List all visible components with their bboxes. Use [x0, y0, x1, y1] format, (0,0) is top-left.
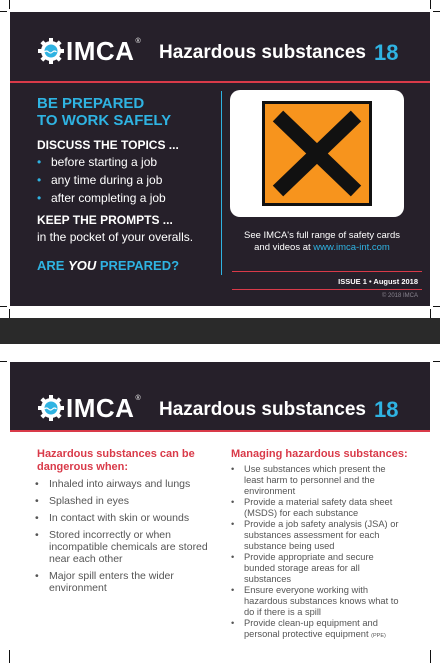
gear-wave-logo-icon — [38, 38, 64, 64]
headline-line-1: BE PREPARED — [37, 95, 145, 112]
discuss-label: DISCUSS THE TOPICS ... — [37, 138, 179, 152]
crop-mark — [9, 650, 10, 663]
crop-mark — [9, 309, 10, 318]
card-number: 18 — [374, 40, 399, 65]
registered-mark: ® — [135, 38, 141, 45]
card-number: 18 — [374, 397, 399, 422]
list-item: • Provide appropriate and secure bunded storage areas for all substances — [231, 552, 374, 584]
list-item: • Stored incorrectly or when incompatible chemicals are stored near each other — [35, 529, 208, 565]
crop-mark — [430, 650, 431, 663]
list-item: • Ensure everyone working with hazardous substances knows what to do if there is a spill — [231, 585, 399, 617]
are-you-prepared: ARE YOU PREPARED? — [37, 258, 180, 273]
imca-logo — [38, 38, 141, 64]
list-item: • after completing a job — [37, 191, 166, 205]
hazard-symbol-panel — [230, 90, 404, 217]
card-title: Hazardous substances — [159, 42, 366, 63]
headline-line-2: TO WORK SAFELY — [37, 112, 172, 129]
list-item: • Provide clean-up equipment and personal protective equipment (PPE) — [231, 618, 386, 639]
issue-label: ISSUE 1 • August 2018 — [338, 277, 418, 286]
list-item: • Provide a material safety data sheet (MSDS) for each substance — [231, 497, 393, 518]
right-column-title: Managing hazardous substances: — [231, 448, 408, 460]
crop-mark — [9, 0, 10, 9]
crop-mark — [433, 306, 440, 307]
danger-list — [35, 478, 210, 599]
crop-mark — [430, 309, 431, 318]
website-link[interactable]: www.imca-int.com — [313, 242, 390, 253]
header-divider — [10, 430, 430, 432]
footer-divider — [232, 289, 422, 290]
crop-mark — [433, 11, 440, 12]
header-divider — [10, 81, 430, 83]
separator-band — [0, 318, 440, 344]
crop-mark — [430, 0, 431, 9]
left-column-title: Hazardous substances can be dangerous when: — [37, 448, 195, 473]
logo-wordmark: IMCA — [66, 393, 135, 423]
crop-mark — [433, 361, 440, 362]
registered-mark: ® — [135, 395, 141, 402]
gear-wave-logo-icon — [38, 395, 64, 421]
list-item: • Provide a job safety analysis (JSA) or substances assessment for each substance being used — [231, 519, 399, 551]
list-item: • Inhaled into airways and lungs — [35, 478, 191, 490]
card-title: Hazardous substances — [159, 399, 366, 420]
vertical-divider — [221, 91, 222, 275]
see-more-text: See IMCA's full range of safety cards and videos at www.imca-int.com — [244, 230, 400, 253]
crop-mark — [0, 361, 7, 362]
keep-label: KEEP THE PROMPTS ... — [37, 213, 173, 227]
management-list — [231, 464, 403, 642]
discuss-list — [37, 153, 166, 207]
list-item: • before starting a job — [37, 155, 158, 169]
crop-mark — [0, 11, 7, 12]
footer-divider — [232, 271, 422, 272]
card-back-header — [10, 362, 430, 432]
keep-text: in the pocket of your overalls. — [37, 230, 194, 244]
list-item: • any time during a job — [37, 173, 163, 187]
imca-logo — [38, 395, 141, 421]
list-item: • Splashed in eyes — [35, 495, 129, 507]
copyright: © 2018 IMCA — [381, 293, 418, 299]
logo-wordmark: IMCA — [66, 36, 135, 66]
card-front — [10, 12, 430, 306]
headline — [37, 95, 217, 129]
harmful-irritant-x-icon — [230, 90, 404, 217]
crop-mark — [0, 306, 7, 307]
list-item: • In contact with skin or wounds — [35, 512, 190, 524]
list-item: • Major spill enters the wider environment — [35, 570, 174, 594]
list-item: • Use substances which present the least harm to personnel and the environment — [231, 464, 386, 496]
